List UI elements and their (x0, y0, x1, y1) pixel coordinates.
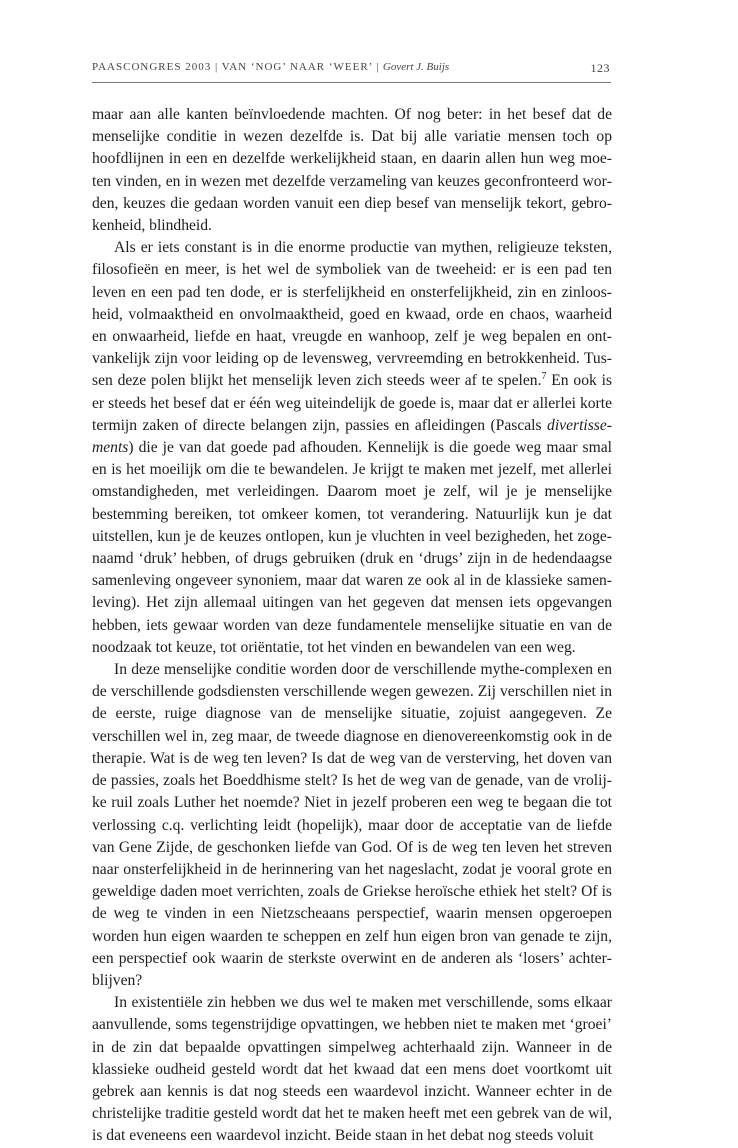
paragraph-2-italic: divertissements (92, 416, 612, 457)
paragraph-1: maar aan alle kanten beïnvloedende machten. Of nog beter: in het besef dat de menselijke conditie in wezen dezelfde is. Dat bij alle variatie mensen toch op hoofdlijnen in een en dezelfde werkelijkheid staan, en daarin allen hun weg moeten vinden, en in wezen met dezelfde verzameling van keuzes geconfronteerd worden, keuzes die gedaan worden vanuit een diep besef van menselijk tekort, gebrokenheid, blindheid. (92, 106, 612, 235)
paragraph-3: In deze menselijke conditie worden door de verschillende mythe-complexen en de verschillende godsdiensten verschillende wegen gewezen. Zij verschillen niet in de eerste, ruige diagnose van de menselijke situatie, zojuist aangegeven. Ze verschillen wel in, zeg maar, de tweede diagnose en dienovereenkomstig ook in de therapie. Wat is de weg ten leven? Is dat de weg van de versterving, het doven van de passies, zoals het Boeddhisme stelt? Is het de weg van de genade, van de vrolijke ruil zoals Luther het noemde? Niet in jezelf proberen een weg te begaan die tot verlossing c.q. verlichting leidt (hopelijk), maar door de acceptatie van de liefde van Gene Zijde, de geschonken liefde van God. Of is de weg ten leven het streven naar onsterfelijkheid in de herinnering van het nageslacht, zodat je vooral grote en geweldige daden moet verrichten, zoals de Griekse heroïsche ethiek het stelt? Of is de weg te vinden in een Nietzscheaans perspectief, waarin mensen opgeroepen worden hun eigen waarden te scheppen en zelf hun eigen bron van genade te zijn, een perspectief ook waarin de sterkste overwint en de anderen als ‘losers’ achterblijven? (92, 661, 612, 989)
paragraph-4: In existentiële zin hebben we dus wel te maken met verschillende, soms elkaar aanvullende, soms tegenstrijdige opvattingen, we hebben niet te maken met ‘groei’ in de zin dat bepaalde opvattingen simpelweg achterhaald zijn. Wanneer in de klassieke oudheid gesteld wordt dat het kwaad dat een mens doet voortkomt uit gebrek aan kennis is dat nog steeds een waardevol inzicht. Wanneer echter in de christelijke traditie gesteld wordt dat het te maken heeft met een gebrek van de wil, is dat eveneens een waardevol inzicht. Beide staan in het debat nog steeds voluit (92, 994, 612, 1145)
running-head (92, 61, 610, 75)
paragraph-2-text-b: En ook is er steeds het besef dat er één weg uiteindelijk de goede is, maar dat er allerlei korte termijn zaken of directe belangen zijn, passies en afleidingen (Pascals (92, 372, 612, 434)
footnote-ref-7[interactable]: 7 (541, 371, 547, 383)
paragraph-2-text-a: Als er iets constant is in die enorme productie van mythen, religieuze teksten, filosofieën en meer, is het wel de symboliek van de tweeheid: er is een pad ten leven en een pad ten dode, er is sterfelijkheid en onsterfelijkheid, zin en zinloosheid, volmaaktheid en onvolmaaktheid, goed en kwaad, orde en chaos, waarheid en onwaarheid, liefde en haat, vreugde en wanhoop, zelf je weg bepalen en ontvankelijk zijn voor leiding op de levensweg, vervreemding en betrokkenheid. Tussen deze polen blijkt het menselijk leven zich steeds weer af te spelen. (92, 239, 612, 390)
header-rule (92, 82, 611, 83)
running-head-author: Govert J. Buijs (382, 61, 450, 73)
running-head-title: PAASCONGRES 2003 | VAN ‘NOG’ NAAR ‘WEER’ | (92, 61, 380, 73)
body-text (92, 104, 612, 1148)
paragraph-2 (92, 237, 612, 659)
page-number: 123 (590, 61, 610, 75)
paragraph-2-text-c: ) die je van dat goede pad afhouden. Kennelijk is die goede weg maar smal en is het moeilijk om die te bewandelen. Je krijgt te maken met jezelf, met allerlei omstandigheden, met verleidingen. Daarom moet je zelf, wil je je menselijke bestemming bereiken, tot omkeer komen, tot verandering. Natuurlijk kun je dat uitstellen, kun je de keuzes ontlopen, kun je vluchten in veel bezigheden, het zogenaamd ‘druk’ hebben, of drugs gebruiken (druk en ‘drugs’ zijn in de hedendaagse samenleving ongeveer synoniem, maar dat waren ze ook al in de klassieke samenleving). Het zijn allemaal uitingen van het gegeven dat mensen iets opgevangen hebben, iets gewaar worden van deze fundamentele menselijke situatie en van de noodzaak tot keuze, tot oriëntatie, tot het vinden en bewandelen van een weg. (92, 439, 612, 656)
